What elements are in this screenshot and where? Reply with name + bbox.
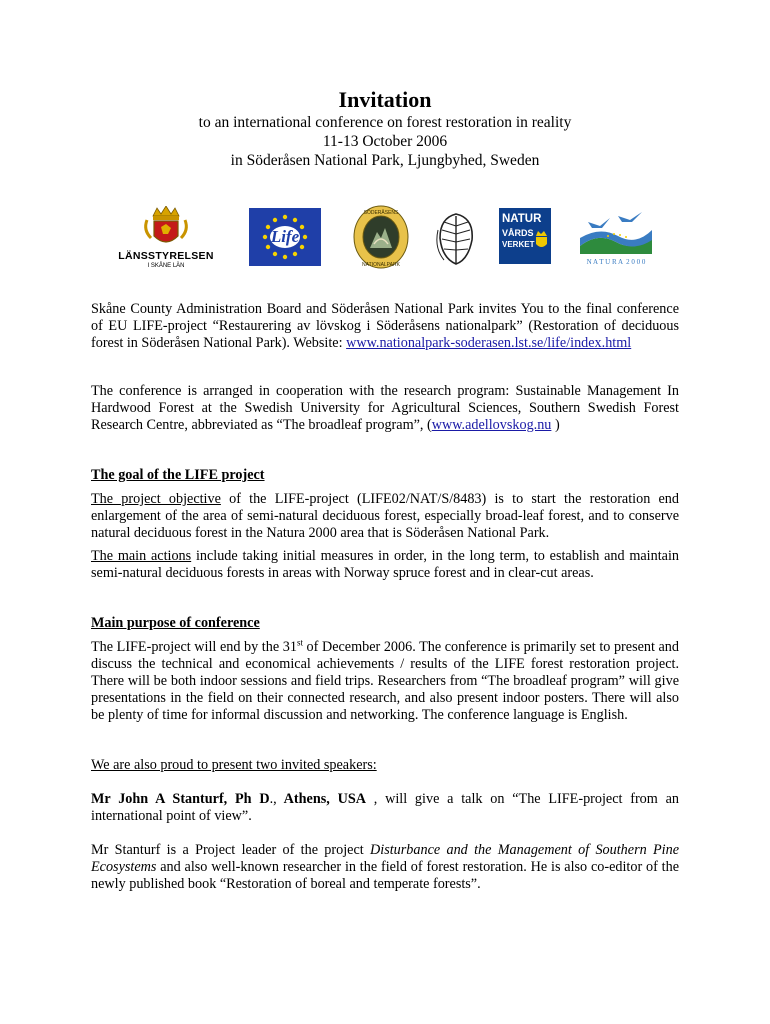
actions-paragraph xyxy=(91,548,679,582)
invitation-title: Invitation xyxy=(338,87,432,112)
purpose-sup: st xyxy=(296,637,303,648)
logo-row xyxy=(0,200,770,280)
natura-birds-icon xyxy=(578,208,654,256)
lansstyrelsen-name: LÄNSSTYRELSEN xyxy=(118,250,214,262)
leaf-icon xyxy=(430,208,482,268)
actions-text: include taking initial measures in order, in the long term, to establish and maintain semi-natural deciduous forests in areas with Norway spruce forest and in clear-cut areas. xyxy=(91,548,679,581)
intro-paragraph xyxy=(91,301,679,352)
eu-life-text: Life xyxy=(270,227,300,246)
speaker-talk: , will give a talk on “The LIFE-project from an international point of view”. xyxy=(91,791,679,824)
eu-life-logo xyxy=(249,208,321,266)
naturvards-line-2: VÅRDS xyxy=(502,228,534,238)
natura-2000-text: N A T U R A 2 0 0 0 xyxy=(586,258,646,266)
purpose-paragraph xyxy=(91,639,679,724)
actions-label: The main actions xyxy=(91,548,192,564)
park-ring-top: SÖDERÅSENS xyxy=(363,210,399,216)
bio-project-title: Disturbance and the Management of Southern Pine Ecosystems xyxy=(91,842,680,875)
cooperation-text: The conference is arranged in cooperation with the research program: Sustainable Management In Hardwood Forest at the Swedish University for Agricultural Sciences, Southern Swedish Forest Research Centre, abbreviated as “The broadleaf program”, ( xyxy=(91,383,679,433)
subtitle-dates: 11-13 October 2006 xyxy=(322,133,448,150)
speakers-intro: We are also proud to present two invited speakers: xyxy=(91,757,377,773)
objective-label: The project objective xyxy=(91,491,221,507)
objective-paragraph xyxy=(91,491,679,542)
cooperation-paragraph xyxy=(91,383,679,434)
natura-2000-logo xyxy=(578,208,654,268)
speaker-name: Mr John A Stanturf, Ph D xyxy=(91,791,270,807)
purpose-text-b: of December 2006. The conference is primarily set to present and discuss the technical and economical achievements / results of the LIFE forest restoration project. There will be both indoor sessions and field trips. Researchers from “The broadleaf program” will give presentations in the field on their connected research, and also present indoor posters. There will also be plenty of time for informal discussion and networking. The conference language is English. xyxy=(91,639,679,723)
subtitle-location: in Söderåsen National Park, Ljungbyhed, Sweden xyxy=(230,152,540,169)
park-ring-bottom: NATIONALPARK xyxy=(362,262,400,268)
naturvards-line-1: NATUR xyxy=(502,213,542,225)
bio-text-b: and also well-known researcher in the field of forest restoration. He is also co-editor of the newly published book “Restoration of boreal and temperate forests”. xyxy=(91,858,679,892)
intro-text: Skåne County Administration Board and Söderåsen National Park invites You to the final conference of EU LIFE-project “Restaurering av lövskog i Söderåsens nationalpark” (Restoration of deciduous forest in Söderåsen National Park). Website: xyxy=(91,301,679,351)
park-badge-icon xyxy=(352,204,410,270)
crown-icon xyxy=(535,230,548,250)
objective-text: of the LIFE-project (LIFE02/NAT/S/8483) is to start the restoration end enlargement of the area of semi-natural deciduous forest, especially broad-leaf forest, and to conserve natural deciduous forest in the Natura 2000 area that is Söderåsen National Park. xyxy=(91,491,679,541)
adellovskog-link[interactable]: www.adellovskog.nu xyxy=(431,416,552,433)
subtitle-line-1: to an international conference on forest restoration in reality xyxy=(198,114,572,131)
bio-paragraph xyxy=(91,842,679,893)
lansstyrelsen-logo xyxy=(117,206,215,270)
crown-shield-icon xyxy=(117,206,215,250)
speaker-paragraph xyxy=(91,791,679,825)
lansstyrelsen-sub: I SKÅNE LÄN xyxy=(147,263,185,269)
soderasen-park-logo xyxy=(352,204,410,270)
naturvardsverket-logo xyxy=(499,208,551,264)
purpose-text-a: The LIFE-project will end by the 31 xyxy=(91,639,297,655)
website-link[interactable]: www.nationalpark-soderasen.lst.se/life/index.html xyxy=(346,334,632,351)
naturvards-line-3: VERKET xyxy=(502,240,535,249)
speaker-place: Athens, USA xyxy=(276,791,366,807)
speaker-sep: ., xyxy=(269,791,277,807)
purpose-heading: Main purpose of conference xyxy=(91,615,260,631)
cooperation-tail: ) xyxy=(551,416,560,433)
broadleaf-program-logo xyxy=(430,208,482,268)
bio-text-a: Mr Stanturf is a Project leader of the project xyxy=(91,842,371,858)
goal-heading: The goal of the LIFE project xyxy=(91,467,265,483)
